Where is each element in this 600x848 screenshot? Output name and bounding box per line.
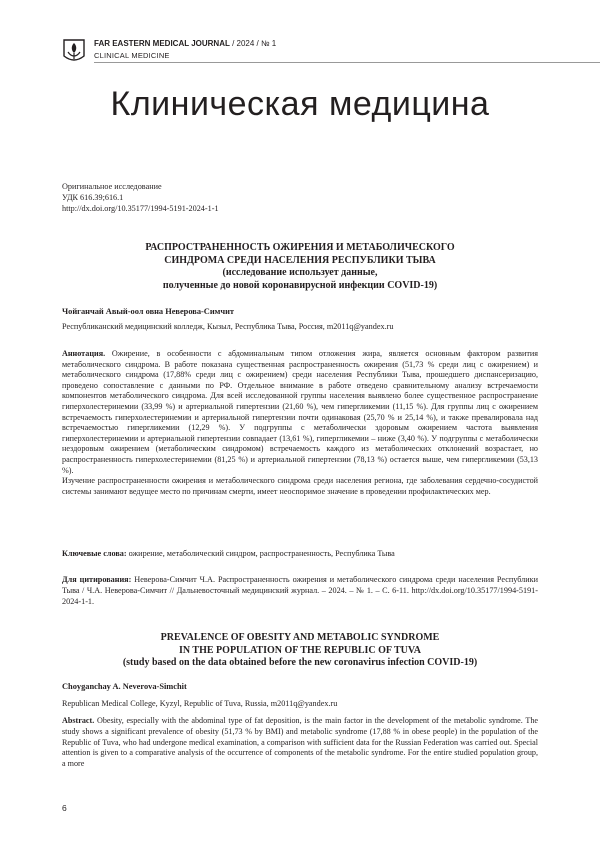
abstract-ru-label: Аннотация.: [62, 349, 106, 358]
abstract-en: [62, 716, 538, 770]
abstract-ru-text: Ожирение, в особенности с абдоминальным типом отложения жира, является основным фактором развития метаболического синдрома. В работе показана существенная распространенность ожирения (51,73 % среди лиц с ожирением) и метаболического синдрома (17,88% среди лиц с ожирением) среди населения Республики Тыва, прошедшего диспансеризацию, проведено сопоставление с данными по РФ. Отдельное внимание в работе отведено сравнительному анализу встречаемости компонентов метаболического синдрома. Для всей исследованной группы населения выявлено более существенное распространение гиперхолестеринемии (33,99 %) и артериальной гипертензии (21,60 %), чем гипергликемии (11,15 %). Для группы лиц с ожирением встречаемость гиперхолестеринемии и артериальной гипертензии почти одинаковая (25,70 % и 25,14 %), и также превалировала над встречаемостью гипергликемии (12,29 %). У подгруппы с метаболически здоровым ожирением частота выявления гиперхолестеринемии и артериальной гипертензии совпадает (13,61 %), гипергликемии – ниже (3,40 %). У подгруппы с метаболически нездоровым ожирением (метаболическим синдромом) встречаемость каждого из метаболических отклонений возрастает, но распространенность гиперхолестеринемии (81,25 %) и артериальной гипертензии (78,13 %) остается выше, чем гипергликемии (53,13 %).: [62, 349, 538, 475]
journal-emblem-icon: [62, 38, 86, 64]
title-ru-line: полученные до новой коронавирусной инфекции COVID-19): [162, 279, 438, 291]
title-ru-line: (исследование использует данные,: [222, 267, 378, 278]
doi-link[interactable]: http://dx.doi.org/10.35177/1994-5191-2024-1-1: [62, 204, 219, 213]
citation-ru: [62, 575, 538, 607]
abstract-en-text: Obesity, especially with the abdominal type of fat deposition, is the main factor in the development of the metabolic syndrome. The study shows a significant prevalence of obesity (51,73 % by BMI) and metabolic syndrome (17,88 % in obese people) in the population of the Republic of Tuva, who had undergone medical examination, a comparison with sufficient data for the Russian Federation was carried out. Special attention is given to a comparative analysis of the occurrence of components of the metabolic syndrome. For the entire studied population group, a more: [62, 716, 538, 769]
keywords-ru: [62, 549, 538, 558]
title-ru-line: СИНДРОМА СРЕДИ НАСЕЛЕНИЯ РЕСПУБЛИКИ ТЫВА: [164, 254, 436, 266]
article-title-ru: [62, 242, 538, 292]
citation-label: Для цитирования:: [62, 575, 132, 584]
abstract-ru: [62, 349, 538, 497]
journal-name: FAR EASTERN MEDICAL JOURNAL: [94, 39, 230, 48]
title-en-line: PREVALENCE OF OBESITY AND METABOLIC SYNDROME: [160, 632, 440, 643]
journal-header: [62, 36, 542, 68]
abstract-en-label: Abstract.: [62, 716, 95, 725]
title-ru-line: РАСПРОСТРАНЕННОСТЬ ОЖИРЕНИЯ И МЕТАБОЛИЧЕСКОГО: [145, 242, 455, 253]
keywords-label: Ключевые слова:: [62, 549, 127, 558]
author-ru: Чойганчай Авый-оол овна Неверова-Симчит: [62, 307, 235, 316]
author-en: Choyganchay A. Neverova-Simchit: [62, 682, 187, 691]
article-type: Оригинальное исследование: [62, 182, 162, 191]
journal-title-line: [94, 39, 276, 48]
title-en-line: (study based on the data obtained before the new coronavirus infection COVID-19): [122, 657, 478, 668]
journal-issue: / 2024 / № 1: [229, 39, 277, 48]
abstract-ru-paragraph: [62, 349, 538, 476]
section-title: Клиническая медицина: [110, 85, 490, 123]
keywords-text: ожирение, метаболический синдром, распространенность, Республика Тыва: [126, 549, 395, 558]
article-meta: [62, 181, 219, 214]
affiliation-en: Republican Medical College, Kyzyl, Republic of Tuva, Russia, m2011q@yandex.ru: [62, 699, 338, 708]
article-title-en: [62, 632, 538, 670]
affiliation-ru: Республиканский медицинский колледж, Кызыл, Республика Тыва, Россия, m2011q@yandex.ru: [62, 322, 394, 331]
page-number: 6: [62, 803, 67, 813]
title-en-line: IN THE POPULATION OF THE REPUBLIC OF TUVA: [179, 644, 421, 656]
abstract-ru-paragraph2: Изучение распространенности ожирения и метаболического синдрома среди населения региона, где заболевания сердечно-сосудистой системы занимают ведущее место по причинам смерти, имеет неоспоримое значение в проведении профилактических мер.: [62, 476, 538, 496]
journal-section: CLINICAL MEDICINE: [94, 51, 170, 60]
header-divider: [94, 62, 600, 63]
citation-text: Неверова-Симчит Ч.А. Распространенность ожирения и метаболического синдрома среди населения Республики Тыва / Ч.А. Неверова-Симчит // Дальневосточный медицинский журнал. – 2024. – № 1. – С. 6-11. http://dx.doi.org/10.35177/1994-5191-2024-1-1.: [62, 575, 538, 606]
udc-code: УДК 616.39;616.1: [62, 193, 124, 202]
